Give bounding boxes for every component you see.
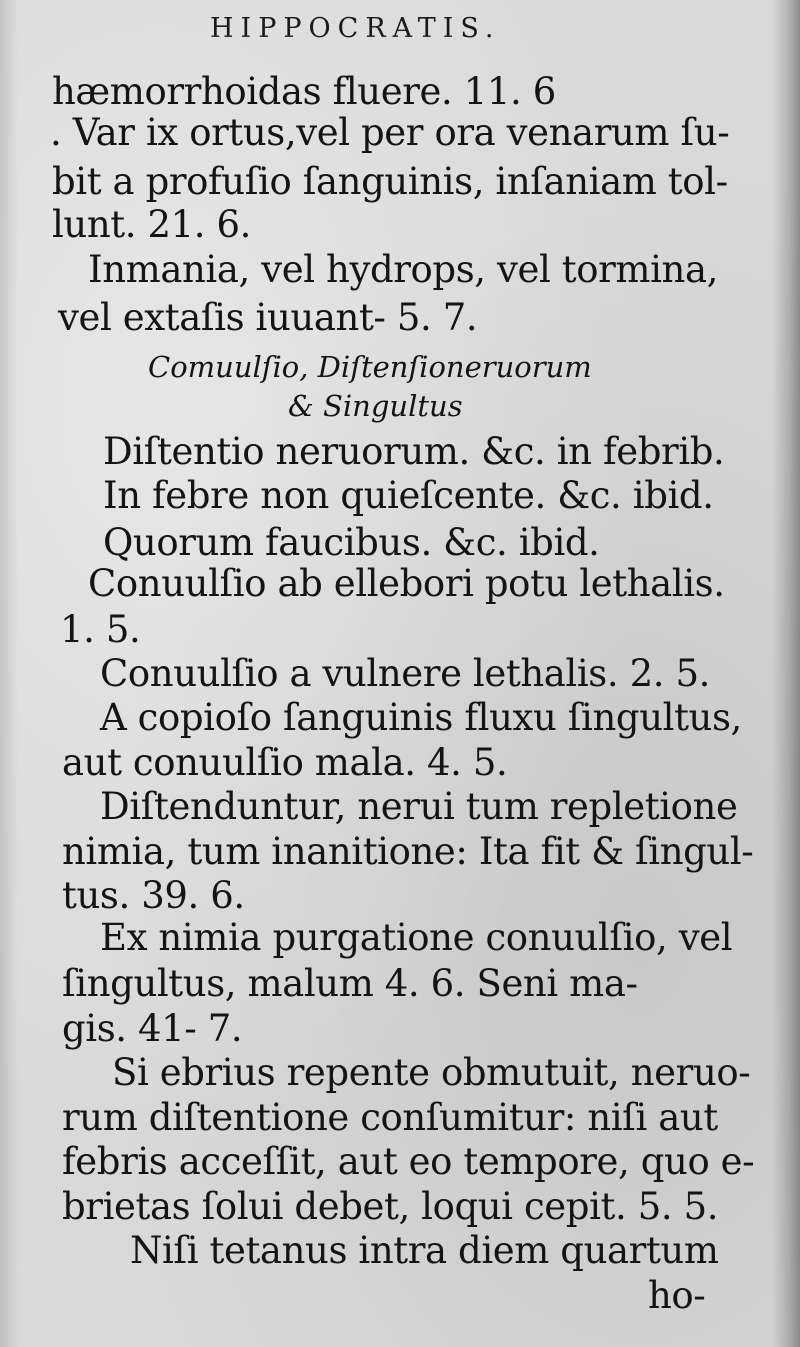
- text-line-24: brietas ſolui debet, loqui cepit. 5. 5.: [62, 1185, 719, 1228]
- text-line-6: vel extaſis iuuant- 5. 7.: [58, 296, 478, 339]
- text-line-13: A copioſo ſanguinis fluxu ſingultus,: [100, 696, 742, 739]
- page-edge-shadow: [772, 0, 800, 1347]
- text-line-15: Diſtenduntur, nerui tum repletione: [100, 785, 738, 828]
- page-gutter-shadow: [0, 0, 18, 1347]
- text-line-2: . Var ix ortus,vel per ora venarum ſu-: [50, 111, 730, 154]
- text-line-3: bit a profuſio ſanguinis, inſaniam tol-: [52, 160, 728, 203]
- text-line-5: Inmania, vel hydrops, vel tormina,: [88, 248, 718, 291]
- section-heading-line-1: Comuulſio, Diſtenſioneruorum: [148, 350, 592, 384]
- text-line-10: Conuulſio ab ellebori potu lethalis.: [88, 562, 725, 605]
- text-line-4: lunt. 21. 6.: [52, 203, 251, 246]
- text-line-17: tus. 39. 6.: [62, 874, 245, 917]
- text-line-22: rum diſtentione conſumitur: niſi aut: [62, 1096, 718, 1139]
- text-line-7: Diſtentio neruorum. &c. in febrib.: [103, 430, 725, 473]
- text-line-19: ſingultus, malum 4. 6. Seni ma-: [62, 962, 638, 1005]
- text-line-16: nimia, tum inanitione: Ita fit & ſingul-: [62, 830, 754, 873]
- text-line-12: Conuulſio a vulnere lethalis. 2. 5.: [100, 652, 710, 695]
- text-line-1: hæmorrhoidas fluere. 11. 6: [52, 70, 556, 113]
- text-line-21: Si ebrius repente obmutuit, neruo-: [112, 1051, 751, 1094]
- section-heading-line-2: & Singultus: [288, 389, 463, 423]
- text-line-9: Quorum faucibus. &c. ibid.: [103, 521, 600, 564]
- running-head: HIPPOCRATIS.: [210, 13, 501, 44]
- text-line-25: Niſi tetanus intra diem quartum: [130, 1229, 719, 1272]
- text-line-8: In febre non quieſcente. &c. ibid.: [103, 474, 714, 517]
- text-line-23: febris acceſſit, aut eo tempore, quo e-: [62, 1140, 755, 1183]
- text-line-18: Ex nimia purgatione conuulſio, vel: [100, 916, 733, 959]
- text-line-20: gis. 41- 7.: [62, 1007, 243, 1050]
- text-line-11: 1. 5.: [60, 608, 141, 651]
- catchword: ho-: [648, 1274, 706, 1317]
- text-line-14: aut conuulſio mala. 4. 5.: [62, 741, 508, 784]
